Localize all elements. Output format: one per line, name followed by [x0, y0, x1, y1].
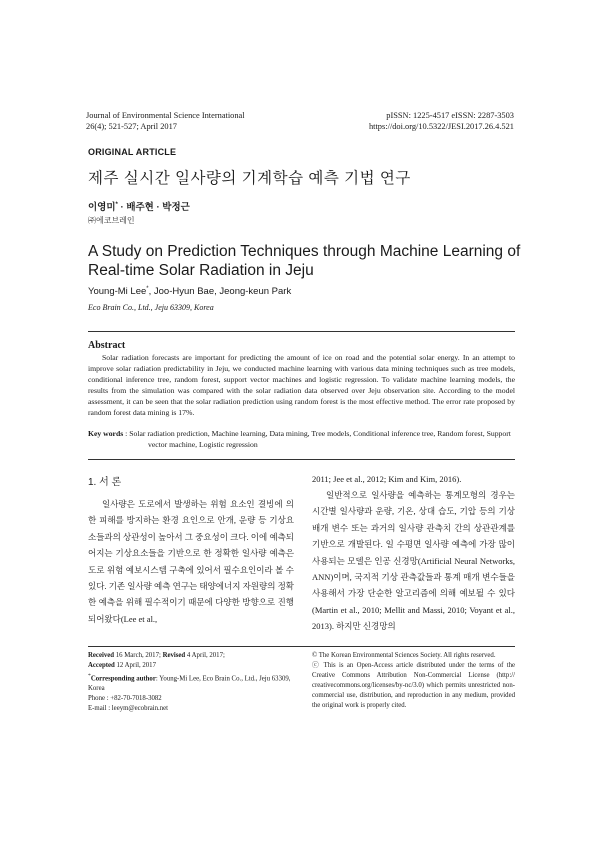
abstract-heading: Abstract: [88, 340, 126, 351]
copyright-line: © The Korean Environmental Sciences Society. All rights reserved.: [312, 652, 496, 659]
accepted-date: 12 April, 2017: [114, 662, 156, 669]
dates-line-2: [88, 661, 294, 671]
abstract-top-rule: [88, 331, 515, 332]
doi-link[interactable]: https://doi.org/10.5322/JESI.2017.26.4.521: [368, 122, 514, 131]
english-authors: [88, 286, 291, 297]
abstract-text: Solar radiation forecasts are important for predicting the amount of ice on road and the potential solar energy. In an attempt to improve solar radiation predictability in Jeju, we conducted machine learning with various data mining techniques such as tree models, conditional inference tree, random forest, support vector machines and logistic regression. To validate machine learning models, the results from the simulation was compared with the solar radiation data observed over Jeju observation site. According to the model assessment, it can be seen that the solar radiation prediction using random forest is the most effective method. The error rate proposed by random forest data mining is 17%.: [88, 353, 515, 417]
english-title: A Study on Prediction Techniques through Machine Learning of Real-time Solar Radiation in Jeju: [88, 243, 521, 279]
corr-mark: *: [88, 673, 91, 679]
corr-label: Corresponding author: [90, 675, 156, 683]
corr-text: : Young-Mi Lee, Eco Brain Co., Ltd., Jeju 63309, Korea: [88, 675, 291, 693]
english-affiliation: Eco Brain Co., Ltd., Jeju 63309, Korea: [88, 303, 214, 312]
keywords-text: : Solar radiation prediction, Machine learning, Data mining, Tree models, Conditional inference tree, Random forest, Support vector machine, Logistic regression: [123, 429, 511, 449]
intro-right-continuation: 2011; Jee et al., 2012; Kim and Kim, 2016).: [312, 474, 462, 484]
phone-line: Phone : +82-70-7018-3082: [88, 695, 162, 703]
keywords-label: Key words: [88, 429, 124, 438]
journal-volume: 26(4); 521-527; April 2017: [86, 122, 177, 131]
dates-line-1: [88, 651, 294, 661]
journal-name: Journal of Environmental Science International: [86, 111, 245, 120]
received-date: 16 March, 2017;: [114, 652, 163, 659]
journal-header-left: [86, 110, 245, 132]
footnote-rule: [88, 646, 515, 647]
revised-label: Revised: [162, 652, 186, 659]
revised-date: 4 April, 2017;: [185, 652, 225, 659]
corresponding-mark-en: *: [146, 286, 149, 292]
intro-right-column: 일반적으로 일사량을 예측하는 통계모형의 경우는 시간별 일사량과 운량, 기온, 상대 습도, 기압 등의 기상 배개 변수 또는 과거의 일사량 관측치 간의 상관관계를 기반으로 개발된다. 일 수평면 일사량 예측에 가장 많이 사용되는 모델은 인공 신경망(Artificial Neural Networks, ANN)이며, 국지적 기상 관측값들과 통계 매개 변수들을 사용해서 가장 단순한 알고리즘에 의해 예보될 수 있다(Martin et al., 2010; Mellit and Massi, 2010; Voyant et al., 2013). 하지만 신경망의: [312, 490, 515, 632]
korean-authors: [88, 199, 190, 213]
korean-title: 제주 실시간 일사량의 기계학습 예측 기법 연구: [88, 170, 411, 187]
accepted-label: Accepted: [88, 662, 115, 669]
english-first-author: Young-Mi Lee: [88, 286, 147, 298]
english-coauthors: , Joo-Hyun Bae, Jeong-keun Park: [148, 286, 292, 298]
intro-left-column: 일사량은 도로에서 발생하는 위험 요소인 결빙에 의한 피해를 방지하는 환경 요인으로 안개, 운량 등 기상요소들과의 상관성이 높아서 그 중요성이 크다. 이에 예측되어지는 기상요소들을 기반으로 한 정확한 일사량 예측은 도로 위험 예보시스템 구축에 있어서 필수요인이라 볼 수 있다. 기존 일사량 예측 연구는 태양에너지 자원량의 정확한 예측을 위해 필수적이기 때문에 다양한 방향으로 진행되어왔다(Lee et al.,: [88, 499, 294, 624]
journal-header-right: [369, 110, 514, 132]
footnote-left: [88, 651, 294, 714]
corresponding-mark: *: [115, 201, 118, 208]
received-label: Received: [88, 652, 115, 659]
email-line[interactable]: E-mail : leeym@ecobrain.net: [88, 705, 169, 713]
corresponding-author-line: [88, 671, 294, 694]
korean-affiliation: ㈜에코브레인: [88, 216, 135, 225]
article-type-label: ORIGINAL ARTICLE: [88, 147, 177, 157]
section-heading-introduction: 1. 서 론: [88, 477, 122, 488]
license-text: ⓒ This is an Open-Access article distributed under the terms of the Creative Commons Attribution Non-Commercial License (http:// creativecommons.org/licenses/by-nc/3.0) which permits unrestricted non-commercial use, distribution, and reproduction in any medium, provided the original work is properly cited.: [312, 662, 515, 709]
korean-first-author: 이영미: [88, 202, 116, 213]
keywords: [88, 428, 515, 450]
footnote-right: [312, 651, 515, 711]
korean-coauthors: · 배주현 · 박정근: [117, 202, 190, 213]
issn-line: pISSN: 1225-4517 eISSN: 2287-3503: [386, 111, 514, 120]
abstract-bottom-rule: [88, 459, 515, 460]
